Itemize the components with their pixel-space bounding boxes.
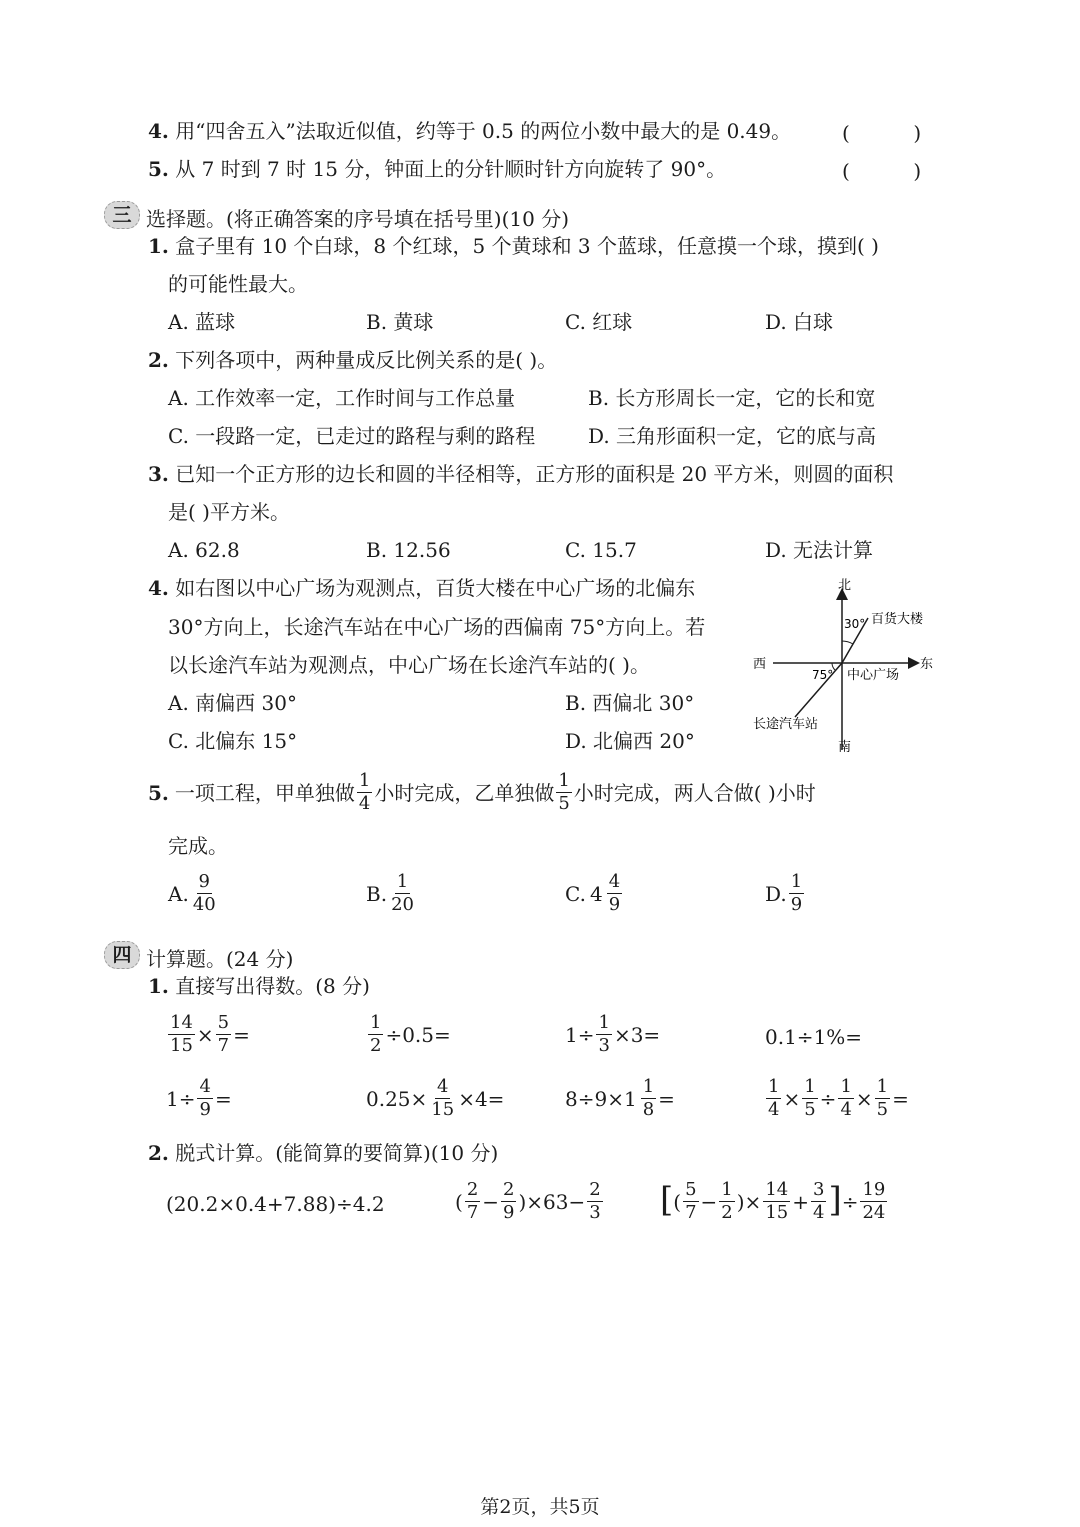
denominator: 3 [598, 1035, 610, 1056]
judge-q5 [148, 159, 726, 179]
paren-open: ( [673, 1189, 682, 1214]
answer-blank[interactable]: ( ) [842, 159, 922, 183]
numerator: 1 [790, 871, 803, 892]
question-text: 已知一个正方形的边长和圆的半径相等，正方形的面积是 20 平方米，则圆的面积 [175, 462, 894, 486]
fraction [860, 1181, 887, 1222]
option-a[interactable]: A. 62.8 [168, 538, 240, 562]
question-text: 脱式计算。(能简算的要简算)(10 分) [175, 1141, 499, 1165]
west-label: 西 [753, 657, 767, 672]
fraction [766, 1078, 781, 1119]
denominator: 9 [503, 1202, 515, 1223]
question-text-cont: 以长途汽车站为观测点，中心广场在长途汽车站的( )。 [168, 653, 650, 677]
denominator: 9 [790, 894, 803, 915]
question-text: 如右图以中心广场为观测点，百货大楼在中心广场的北偏东 [175, 576, 696, 600]
fraction [607, 873, 622, 914]
angle-75-label: 75° [812, 668, 834, 682]
option-c[interactable] [565, 873, 624, 914]
calc-item [565, 1014, 660, 1055]
denominator: 15 [170, 1035, 193, 1056]
question-text: 用“四舍五入”法取近似值，约等于 0.5 的两位小数中最大的是 0.49。 [175, 119, 792, 143]
question-number: 5. [148, 157, 169, 181]
question-number: 1. [148, 234, 169, 258]
question-text: 下列各项中，两种量成反比例关系的是( )。 [175, 348, 558, 372]
question-number: 2. [148, 1141, 169, 1165]
question-text: 盒子里有 10 个白球，8 个红球，5 个黄球和 3 个蓝球，任意摸一个球，摸到( ) [175, 234, 879, 258]
question-text: 从 7 时到 7 时 15 分，钟面上的分针顺时针方向旋转了 90°。 [175, 157, 727, 181]
equals: = [658, 1086, 675, 1111]
denominator: 4 [840, 1099, 852, 1120]
fraction [719, 1181, 734, 1222]
operator: ÷ [819, 1086, 837, 1111]
expression-text: ×3= [613, 1022, 661, 1047]
expression-text: ×4= [458, 1086, 505, 1111]
numerator: 5 [685, 1179, 697, 1200]
operator: − [482, 1189, 500, 1214]
paren-open: ( [455, 1189, 463, 1214]
operator: + [792, 1189, 809, 1214]
calc-q1 [148, 976, 370, 996]
fraction [811, 1181, 826, 1222]
numerator: 3 [812, 1179, 825, 1200]
bracket-close: ] [828, 1179, 842, 1220]
option-a[interactable]: A. 南偏西 30° [168, 691, 297, 715]
option-letter: A. [168, 881, 189, 906]
fraction [683, 1181, 698, 1222]
direction-diagram [745, 575, 935, 755]
numerator: 1 [876, 1076, 889, 1097]
operator: ÷ [841, 1189, 859, 1214]
denominator: 5 [876, 1099, 889, 1120]
question-number: 1. [148, 974, 169, 998]
numerator: 9 [198, 871, 210, 892]
fraction [197, 1078, 212, 1119]
numerator: 2 [466, 1179, 479, 1200]
option-c[interactable]: C. 一段路一定，已走过的路程与剩的路程 [168, 424, 536, 448]
denominator: 4 [768, 1099, 780, 1120]
question-text: 一项工程，甲单独做 [174, 780, 355, 805]
calc-item [366, 1014, 451, 1055]
denominator: 40 [192, 894, 216, 915]
option-d[interactable]: D. 三角形面积一定，它的底与高 [588, 424, 877, 448]
numerator: 1 [396, 871, 409, 892]
fraction [556, 772, 571, 813]
fraction [429, 1078, 456, 1119]
expression-text: )× [736, 1189, 762, 1214]
denominator: 7 [685, 1202, 697, 1223]
question-number: 4. [148, 119, 169, 143]
whole-number: 1 [623, 1086, 637, 1111]
step-calc-1: (20.2×0.4+7.88)÷4.2 [166, 1192, 385, 1216]
option-a[interactable]: A. 工作效率一定，工作时间与工作总量 [168, 386, 516, 410]
page-footer: 第2页，共5页 [480, 1496, 600, 1518]
question-number: 4. [148, 576, 169, 600]
calc-item [166, 1014, 250, 1055]
question-text-cont: 完成。 [168, 834, 228, 858]
calc-item [764, 1078, 909, 1119]
question-number: 3. [148, 462, 169, 486]
center-label: 中心广场 [847, 668, 900, 683]
option-d[interactable]: D. 无法计算 [765, 538, 874, 562]
numerator: 4 [199, 1076, 211, 1097]
section-badge: 四 [104, 941, 140, 969]
numerator: 1 [642, 1076, 655, 1097]
denominator: 9 [608, 894, 621, 915]
fraction [465, 1181, 480, 1222]
fraction [168, 1014, 195, 1055]
denominator: 3 [589, 1202, 601, 1223]
option-b[interactable]: B. 长方形周长一定，它的长和宽 [588, 386, 876, 410]
denominator: 20 [391, 894, 414, 915]
operator: × [783, 1086, 801, 1111]
denominator: 5 [558, 793, 570, 814]
section-title: 选择题。(将正确答案的序号填在括号里)(10 分) [146, 207, 570, 231]
expression-text: 0.25× [366, 1086, 428, 1111]
calc-item: 0.1÷1%= [765, 1025, 863, 1049]
east-label: 东 [920, 657, 934, 672]
fraction [389, 873, 416, 914]
whole-number: 4 [589, 881, 603, 906]
option-b[interactable]: B. 12.56 [366, 538, 451, 562]
angle-30-label: 30° [844, 617, 866, 631]
fraction [789, 873, 804, 914]
question-text: 小时完成，两人合做( )小时 [573, 780, 816, 805]
fraction [501, 1181, 516, 1222]
option-letter: B. [366, 881, 388, 906]
choice-q4 [148, 578, 695, 598]
operator: × [855, 1086, 873, 1111]
bracket-open: [ [660, 1179, 674, 1220]
denominator: 15 [765, 1202, 789, 1223]
option-b[interactable]: B. 西偏北 30° [565, 691, 695, 715]
calc-item [366, 1078, 504, 1119]
numerator: 1 [370, 1012, 382, 1033]
question-text-cont: 是( )平方米。 [168, 500, 290, 524]
numerator: 2 [589, 1179, 601, 1200]
expression-text: ÷0.5= [385, 1022, 451, 1047]
numerator: 1 [598, 1012, 610, 1033]
option-b[interactable] [366, 873, 418, 914]
option-b[interactable]: B. 黄球 [366, 310, 434, 334]
choice-q5 [148, 772, 816, 813]
option-c[interactable]: C. 15.7 [565, 538, 637, 562]
denominator: 2 [721, 1202, 733, 1223]
denominator: 9 [199, 1099, 211, 1120]
denominator: 5 [804, 1099, 816, 1120]
numerator: 1 [840, 1076, 852, 1097]
numerator: 1 [358, 770, 371, 791]
angle-arc-30 [842, 641, 853, 644]
option-c[interactable]: C. 北偏东 15° [168, 729, 298, 753]
station-label: 长途汽车站 [753, 717, 819, 732]
step-calc-3 [660, 1181, 889, 1222]
question-number: 5. [148, 780, 169, 805]
numerator: 2 [503, 1179, 515, 1200]
question-number: 2. [148, 348, 169, 372]
numerator: 4 [437, 1076, 449, 1097]
numerator: 1 [768, 1076, 780, 1097]
denominator: 4 [358, 793, 371, 814]
equals: = [892, 1086, 909, 1111]
question-text-cont: 30°方向上，长途汽车站在中心广场的西偏南 75°方向上。若 [168, 615, 706, 639]
denominator: 2 [370, 1035, 382, 1056]
numerator: 1 [721, 1179, 733, 1200]
option-d[interactable]: D. 白球 [765, 310, 834, 334]
numerator: 1 [558, 770, 570, 791]
option-letter: C. [565, 881, 586, 906]
fraction [368, 1014, 383, 1055]
numerator: 1 [804, 1076, 816, 1097]
fraction [596, 1014, 611, 1055]
numerator: 14 [170, 1012, 193, 1033]
expression-text: 1÷ [565, 1022, 595, 1047]
denominator: 24 [862, 1202, 886, 1223]
step-calc-2 [455, 1181, 605, 1222]
section-title: 计算题。(24 分) [146, 947, 294, 971]
choice-q3 [148, 464, 893, 484]
denominator: 8 [642, 1099, 655, 1120]
numerator: 5 [217, 1012, 230, 1033]
equals: = [233, 1022, 250, 1047]
fraction [357, 772, 372, 813]
option-letter: D. [765, 881, 787, 906]
option-a[interactable]: A. 蓝球 [168, 310, 236, 334]
option-d[interactable] [765, 873, 806, 914]
store-label: 百货大楼 [871, 612, 924, 627]
section-badge: 三 [104, 201, 140, 229]
numerator: 4 [608, 871, 621, 892]
option-c[interactable]: C. 红球 [565, 310, 633, 334]
choice-q2 [148, 350, 557, 370]
expression-text: )×63− [518, 1189, 586, 1214]
expression-text: 8÷9× [565, 1086, 624, 1111]
fraction [641, 1078, 656, 1119]
fraction [216, 1014, 231, 1055]
question-text: 直接写出得数。(8 分) [175, 974, 370, 998]
equals: = [214, 1086, 232, 1111]
fraction [191, 873, 218, 914]
operator: × [196, 1022, 214, 1047]
fraction [587, 1181, 602, 1222]
expression-text: 1÷ [166, 1086, 196, 1111]
option-d[interactable]: D. 北偏西 20° [565, 729, 695, 753]
question-text: 小时完成，乙单独做 [374, 780, 555, 805]
answer-blank[interactable]: ( ) [842, 121, 922, 145]
calc-item [166, 1078, 232, 1119]
calc-item [565, 1078, 675, 1119]
calc-q2 [148, 1143, 498, 1163]
choice-q1 [148, 236, 879, 256]
denominator: 7 [466, 1202, 479, 1223]
fraction [802, 1078, 817, 1119]
denominator: 15 [431, 1099, 455, 1120]
question-text-cont: 的可能性最大。 [168, 272, 308, 296]
judge-q4 [148, 121, 791, 141]
numerator: 14 [765, 1179, 789, 1200]
north-label: 北 [838, 578, 852, 593]
fraction [763, 1181, 790, 1222]
option-a[interactable] [168, 873, 220, 914]
denominator: 4 [812, 1202, 825, 1223]
operator: − [700, 1189, 718, 1214]
south-label: 南 [838, 740, 852, 755]
fraction [875, 1078, 890, 1119]
denominator: 7 [217, 1035, 230, 1056]
fraction [838, 1078, 853, 1119]
numerator: 19 [862, 1179, 886, 1200]
